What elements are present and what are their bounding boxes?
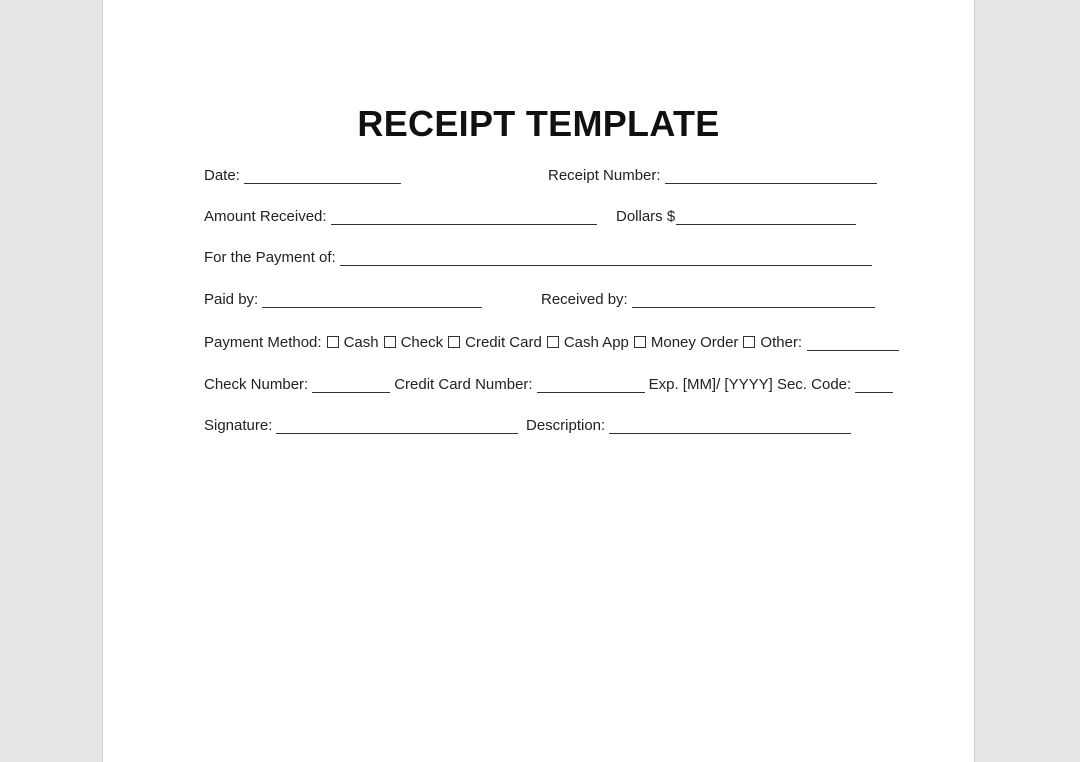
date-label: Date: [204,167,240,184]
sec-code-field[interactable] [855,376,893,393]
description-group [526,414,851,434]
check-checkbox[interactable] [384,336,396,348]
signature-group [204,414,518,434]
dollars-field[interactable] [676,208,856,225]
page-title: RECEIPT TEMPLATE [357,103,720,144]
credit-card-number-field[interactable] [537,376,645,393]
signature-field[interactable] [276,417,518,434]
check-number-label: Check Number: [204,376,309,393]
amount-received-group [204,205,597,225]
check-number-field[interactable] [312,376,390,393]
received-by-label: Received by: [541,291,628,308]
date-group [204,164,401,184]
cash-app-label: Cash App [563,334,629,351]
cash-app-checkbox[interactable] [547,336,559,348]
received-by-group [541,288,875,308]
payment-of-group [204,246,872,266]
other-label: Other: [760,334,803,351]
check-number-group [204,373,893,393]
dollars-group [616,205,856,225]
check-option[interactable] [384,334,444,351]
payment-method-label: Payment Method: [204,334,322,351]
credit-card-checkbox[interactable] [448,336,460,348]
money-order-checkbox[interactable] [634,336,646,348]
amount-received-label: Amount Received: [204,208,327,225]
payment-of-label: For the Payment of: [204,249,336,266]
received-by-field[interactable] [632,291,875,308]
other-checkbox[interactable] [743,336,755,348]
description-field[interactable] [609,417,851,434]
date-field[interactable] [244,167,401,184]
receipt-number-group [548,164,877,184]
check-label: Check [400,334,444,351]
money-order-label: Money Order [650,334,739,351]
amount-received-field[interactable] [331,208,597,225]
dollars-label: Dollars $ [616,208,676,225]
other-option[interactable] [743,334,802,351]
document-page [102,0,975,762]
cash-label: Cash [343,334,379,351]
cash-option[interactable] [327,334,379,351]
paid-by-field[interactable] [262,291,482,308]
credit-card-label: Credit Card [465,334,542,351]
credit-card-number-label: Credit Card Number: [394,376,533,393]
cash-app-option[interactable] [547,334,629,351]
receipt-number-label: Receipt Number: [548,167,661,184]
signature-label: Signature: [204,417,273,434]
payment-method-group [204,331,899,351]
credit-card-option[interactable] [448,334,542,351]
description-label: Description: [526,417,606,434]
other-field[interactable] [807,334,899,351]
money-order-option[interactable] [634,334,739,351]
paid-by-group [204,288,482,308]
receipt-number-field[interactable] [665,167,877,184]
paid-by-label: Paid by: [204,291,259,308]
payment-of-field[interactable] [340,249,872,266]
exp-label: Exp. [MM]/ [YYYY] Sec. Code: [648,376,852,393]
cash-checkbox[interactable] [327,336,339,348]
